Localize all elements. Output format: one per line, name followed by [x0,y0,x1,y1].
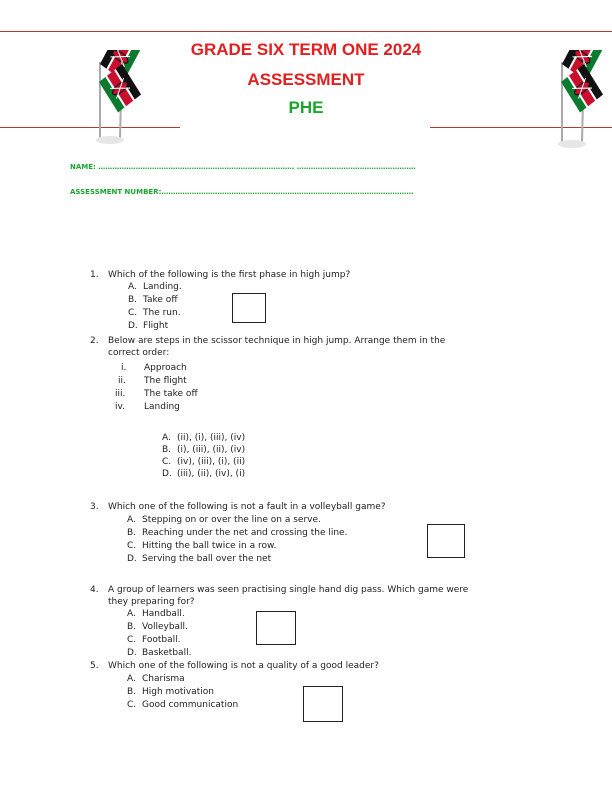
option-label: A. [127,515,136,525]
answer-box[interactable] [427,524,465,558]
option-label: B. [127,687,137,697]
option-text: Take off [143,295,178,305]
option-text: Reaching under the net and crossing the line. [142,528,348,538]
option-text: High motivation [142,687,214,697]
step-label: ii. [118,376,126,386]
question-stem: Which one of the following is not a quality of a good leader? [108,661,379,671]
question-number: 1. [90,270,99,280]
question-stem: A group of learners was seen practising single hand dig pass. Which game were [108,585,469,595]
title-line-1: GRADE SIX TERM ONE 2024 [190,40,422,59]
option-label: A. [127,609,136,619]
question-stem: correct order: [108,348,170,358]
question-number: 2. [90,336,99,346]
question-number: 3. [90,502,99,512]
option-label: B. [162,445,172,455]
option-text: Handball. [142,609,185,619]
step-text: Landing [144,402,180,412]
option-label: D. [162,469,172,479]
question-number: 5. [90,661,99,671]
question-number: 4. [90,585,99,595]
question-stem: Below are steps in the scissor technique in high jump. Arrange them in the [108,336,446,346]
option-label: C. [127,541,137,551]
option-text: (iii), (ii), (iv), (i) [177,469,246,479]
step-text: Approach [144,363,187,373]
option-label: A. [128,282,137,292]
option-text: Charisma [142,674,185,684]
option-label: B. [128,295,138,305]
option-text: Good communication [142,700,239,710]
option-label: B. [127,622,137,632]
answer-box[interactable] [256,611,296,645]
step-text: The flight [144,376,187,386]
option-text: (iv), (iii), (i), (ii) [177,457,246,467]
answer-box[interactable] [303,686,343,722]
name-field[interactable]: NAME: ………………………………………………………………………… …………………………………………… [70,163,416,171]
option-label: D. [127,554,137,564]
answer-box[interactable] [232,293,266,323]
question-stem: they preparing for? [108,597,195,607]
option-label: A. [162,433,171,443]
step-text: The take off [144,389,198,399]
option-text: Basketball. [142,648,192,658]
option-label: C. [128,308,138,318]
assessment-number-field[interactable]: ASSESSMENT NUMBER:……………………………………………………………………………………………… [70,188,414,196]
option-text: The run. [143,308,181,318]
option-text: (ii), (i), (iii), (iv) [177,433,246,443]
option-text: Landing. [143,282,182,292]
subject-title: PHE [288,98,324,117]
option-label: C. [127,635,137,645]
step-label: iv. [115,402,125,412]
question-stem: Which one of the following is not a fault in a volleyball game? [108,502,386,512]
option-text: (i), (iii), (ii), (iv) [177,445,246,455]
option-label: B. [127,528,137,538]
option-text: Volleyball. [142,622,188,632]
question-stem: Which of the following is the first phase in high jump? [108,270,351,280]
option-label: C. [162,457,172,467]
option-label: D. [128,321,138,331]
top-rule [0,31,612,32]
option-text: Hitting the ball twice in a row. [142,541,277,551]
option-text: Flight [143,321,169,331]
title-line-2: ASSESSMENT [247,70,365,89]
option-label: C. [127,700,137,710]
option-text: Football. [142,635,181,645]
step-label: iii. [115,389,126,399]
option-text: Serving the ball over the net [142,554,272,564]
option-text: Stepping on or over the line on a serve. [142,515,321,525]
step-label: i. [121,363,127,373]
option-label: D. [127,648,137,658]
option-label: A. [127,674,136,684]
